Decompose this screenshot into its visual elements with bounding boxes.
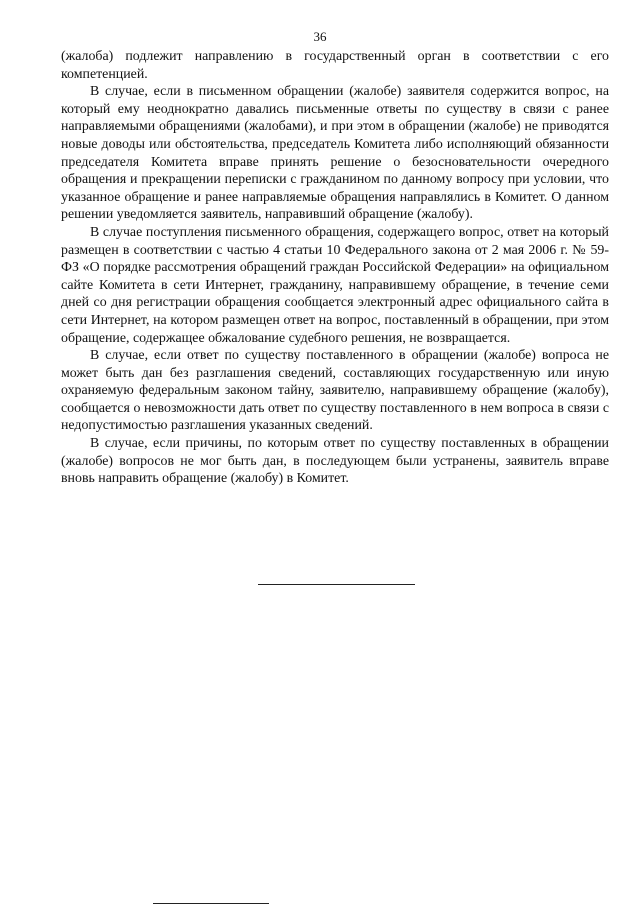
footer-rule	[153, 903, 269, 904]
page-number: 36	[313, 29, 327, 44]
paragraph-continuation: (жалоба) подлежит направлению в государственный орган в соответствии с его компетенцией.	[61, 49, 609, 82]
paragraph-state-secret: В случае, если ответ по существу поставленного в обращении (жалобе) вопроса не может быть дан без разглашения сведений, составляющих государственную или иную охраняемую федеральным законом тайну, заявителю, направившему обращение (жалобу), сообщается о невозможности дать ответ по существу поставленного в нем вопроса в связи с недопустимостью разглашения указанных сведений.	[61, 348, 609, 434]
paragraph-repeated-appeals: В случае, если в письменном обращении (жалобе) заявителя содержится вопрос, на который ему неоднократно давались письменные ответы по существу в связи с ранее направляемыми обращениями (жалобами), и при этом в обращении (жалобе) не приводятся новые доводы или обстоятельства, председатель Комитета либо исполняющий обязанности председателя Комитета вправе принять решение о безосновательности очередного обращения и прекращении переписки с гражданином по данному вопросу при условии, что указанное обращение и ранее направляемые обращения направлялись в Комитет. О данном решении уведомляется заявитель, направивший обращение (жалобу).	[61, 84, 609, 223]
paragraph-resubmission: В случае, если причины, по которым ответ по существу поставленных в обращении (жалобе) вопросов не мог быть дан, в последующем были устранены, заявитель вправе вновь направить обращение (жалобу) в Комитет.	[61, 436, 609, 487]
paragraph-published-answer: В случае поступления письменного обращения, содержащего вопрос, ответ на который размещен в соответствии с частью 4 статьи 10 Федерального закона от 2 мая 2006 г. № 59-ФЗ «О порядке рассмотрения обращений граждан Российской Федерации» на официальном сайте Комитета в сети Интернет, гражданину, направившему обращение, в течение семи дней со дня регистрации обращения сообщается электронный адрес официального сайта в сети Интернет, на котором размещен ответ на вопрос, поставленный в обращении, при этом обращение, содержащее обжалование судебного решения, не возвращается.	[61, 224, 609, 346]
document-body	[61, 48, 609, 488]
end-of-section-separator	[258, 584, 415, 585]
